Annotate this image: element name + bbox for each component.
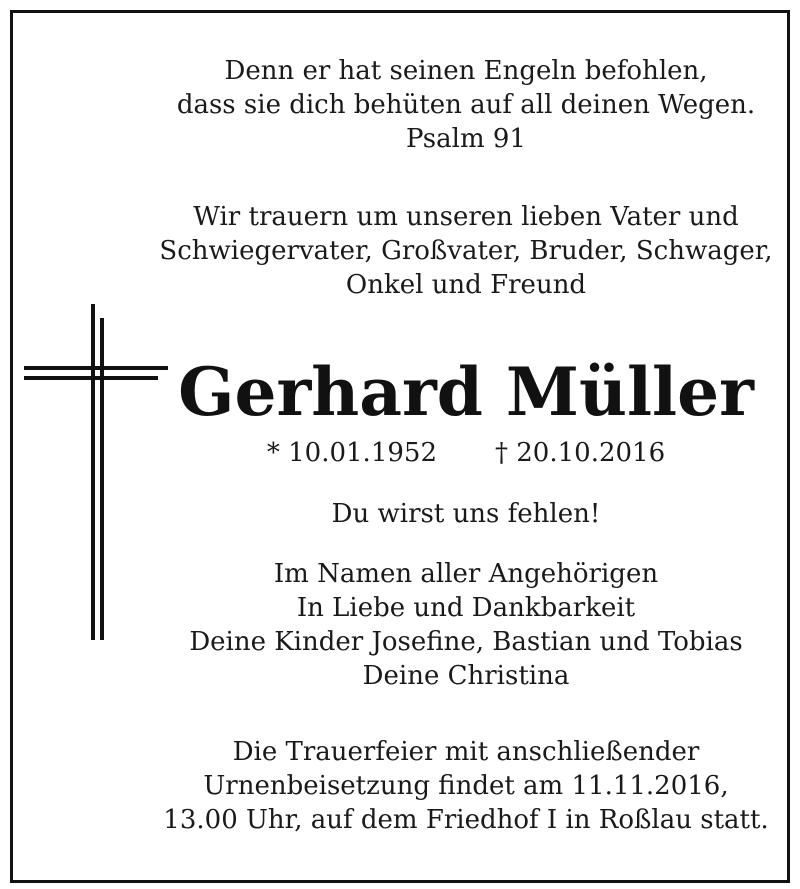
deceased-name: Gerhard Müller [178,353,754,431]
signature-line: Im Namen aller Angehörigen [273,559,659,589]
signature-line: Deine Christina [362,661,570,691]
farewell-text: Du wirst uns fehlen! [331,499,601,529]
intro-line: Schwiegervater, Großvater, Bruder, Schwager, [159,236,773,266]
birth-date: * 10.01.1952 [266,438,437,468]
funeral-service-info [66,735,800,837]
intro-line: Wir trauern um unseren lieben Vater und [193,202,739,232]
intro-line: Onkel und Freund [345,270,587,300]
signature-line: Deine Kinder Josefine, Bastian und Tobias [189,627,743,657]
service-line: Urnenbeisetzung findet am 11.11.2016, [203,771,729,801]
farewell-line [66,497,800,531]
verse-line: dass sie dich behüten auf all deinen Wegen. [176,90,756,120]
bible-verse [66,54,800,156]
life-dates [166,436,766,470]
service-line: 13.00 Uhr, auf dem Friedhof I in Roßlau statt. [163,805,769,835]
signature-line: In Liebe und Dankbarkeit [296,593,636,623]
death-date: † 20.10.2016 [495,438,666,468]
verse-reference: Psalm 91 [406,124,526,154]
verse-line: Denn er hat seinen Engeln befohlen, [224,56,708,86]
mourning-intro [66,200,800,302]
mourners-signature [66,557,800,693]
service-line: Die Trauerfeier mit anschließender [232,737,700,767]
